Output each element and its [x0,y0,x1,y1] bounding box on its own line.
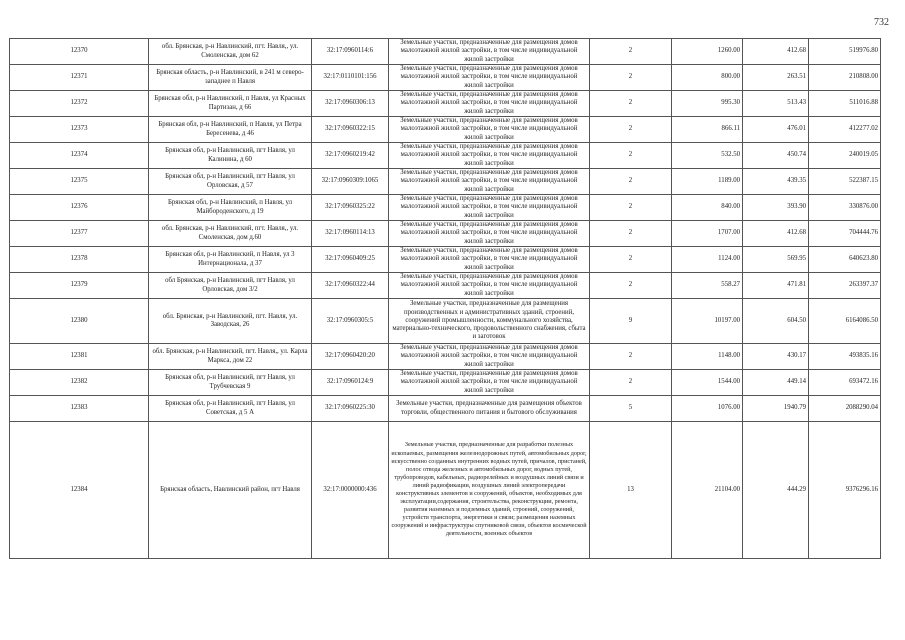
address-cell: Брянская обл, р-н Навлинский, пгт Навля, ул Трубчевская 9 [149,370,312,396]
specific-value-cell: 430.17 [743,344,809,370]
cadastral-number-cell: 32:17:0960114:13 [312,221,389,247]
land-use-cell: Земельные участки, предназначенные для разработки полезных ископаемых, размещения железнодорожных путей, автомобильных дорог, искусственно созданных внутренних водных путей, причалов, пристаней, полос отвода железных и автомобильных дорог, водных путей, трубопроводов, кабельных, радиорелейных и воздушных линий связи и линий радиофикации, воздушных линий электропередачи конструктивных элементов и сооружений, объектов, необходимых для эксплуатации,содержания, строительства, реконструкции, ремонта, развития наземных и подземных зданий, строений, сооружений, устройств транспорта, энергетики и связи; размещения наземных сооружений и инфраструктуры спутниковой связи, объектов космической деятельности, военных объектов [389,422,590,559]
cadastral-value-cell: 210808.00 [809,65,881,91]
cadastral-value-cell: 522387.15 [809,169,881,195]
row-number-cell: 12372 [10,91,149,117]
cadastral-value-cell: 330876.00 [809,195,881,221]
area-cell: 1189.00 [672,169,743,195]
address-cell: обл Брянская, р-н Навлинский, пгт Навля, ул Орловская, дом 3/2 [149,273,312,299]
table-row [10,273,881,299]
specific-value-cell: 450.74 [743,143,809,169]
group-code-cell: 9 [590,299,672,344]
cadastral-number-cell: 32:17:0960409:25 [312,247,389,273]
area-cell: 21104.00 [672,422,743,559]
cadastral-number-cell: 32:17:0960124:9 [312,370,389,396]
area-cell: 1124.00 [672,247,743,273]
table-row [10,91,881,117]
table-row [10,422,881,559]
address-cell: обл. Брянская, р-н Навлинский, пгт. Навля,, ул. Карла Маркса, дом 22 [149,344,312,370]
cadastral-number-cell: 32:17:0000000:436 [312,422,389,559]
cadastral-number-cell: 32:17:0960306:13 [312,91,389,117]
area-cell: 995.30 [672,91,743,117]
group-code-cell: 2 [590,169,672,195]
specific-value-cell: 449.14 [743,370,809,396]
specific-value-cell: 476.01 [743,117,809,143]
land-use-cell: Земельные участки, предназначенные для размещения объектов торговли, общественного питания и бытового обслуживания [389,396,590,422]
land-use-cell: Земельные участки, предназначенные для размещения домов малоэтажной жилой застройки, в том числе индивидуальной жилой застройки [389,39,590,65]
cadastral-value-cell: 640623.80 [809,247,881,273]
group-code-cell: 13 [590,422,672,559]
land-use-cell: Земельные участки, предназначенные для размещения домов малоэтажной жилой застройки, в том числе индивидуальной жилой застройки [389,91,590,117]
land-use-cell: Земельные участки, предназначенные для размещения домов малоэтажной жилой застройки, в том числе индивидуальной жилой застройки [389,143,590,169]
row-number-cell: 12374 [10,143,149,169]
group-code-cell: 2 [590,221,672,247]
specific-value-cell: 1940.79 [743,396,809,422]
row-number-cell: 12384 [10,422,149,559]
table-row [10,247,881,273]
cadastral-number-cell: 32:17:0960225:30 [312,396,389,422]
area-cell: 840.00 [672,195,743,221]
table-row [10,117,881,143]
address-cell: Брянская обл, р-н Навлинский, пгт Навля, ул Орловская, д 57 [149,169,312,195]
row-number-cell: 12370 [10,39,149,65]
cadastral-number-cell: 32:17:0960325:22 [312,195,389,221]
row-number-cell: 12379 [10,273,149,299]
table-row [10,396,881,422]
specific-value-cell: 569.95 [743,247,809,273]
land-use-cell: Земельные участки, предназначенные для размещения домов малоэтажной жилой застройки, в том числе индивидуальной жилой застройки [389,195,590,221]
cadastral-number-cell: 32:17:0960114:6 [312,39,389,65]
address-cell: Брянская область, Навлинский район, пгт Навля [149,422,312,559]
land-use-cell: Земельные участки, предназначенные для размещения домов малоэтажной жилой застройки, в том числе индивидуальной жилой застройки [389,169,590,195]
table-row [10,370,881,396]
land-use-cell: Земельные участки, предназначенные для размещения домов малоэтажной жилой застройки, в том числе индивидуальной жилой застройки [389,370,590,396]
group-code-cell: 2 [590,370,672,396]
cadastral-number-cell: 32:17:0960322:15 [312,117,389,143]
table-row [10,195,881,221]
row-number-cell: 12377 [10,221,149,247]
address-cell: обл. Брянская, р-н Навлинский, пгт. Навля,, ул. Смоленская, дом д.60 [149,221,312,247]
cadastral-value-cell: 412277.02 [809,117,881,143]
specific-value-cell: 412.68 [743,221,809,247]
row-number-cell: 12380 [10,299,149,344]
table-row [10,39,881,65]
land-use-cell: Земельные участки, предназначенные для размещения производственных и административных зданий, строений, сооружений промышленности, коммунального хозяйства, материально-технического, продовольственного снабжения, сбыта и заготовок [389,299,590,344]
area-cell: 532.50 [672,143,743,169]
specific-value-cell: 604.50 [743,299,809,344]
row-number-cell: 12381 [10,344,149,370]
land-use-cell: Земельные участки, предназначенные для размещения домов малоэтажной жилой застройки, в том числе индивидуальной жилой застройки [389,65,590,91]
group-code-cell: 2 [590,91,672,117]
specific-value-cell: 444.29 [743,422,809,559]
cadastral-number-cell: 32:17:0960219:42 [312,143,389,169]
land-use-cell: Земельные участки, предназначенные для размещения домов малоэтажной жилой застройки, в том числе индивидуальной жилой застройки [389,117,590,143]
table-row [10,299,881,344]
address-cell: Брянская обл, р-н Навлинский, п Навля, ул Красных Партизан, д 66 [149,91,312,117]
group-code-cell: 2 [590,344,672,370]
cadastral-value-cell: 2088290.04 [809,396,881,422]
row-number-cell: 12371 [10,65,149,91]
land-use-cell: Земельные участки, предназначенные для размещения домов малоэтажной жилой застройки, в том числе индивидуальной жилой застройки [389,247,590,273]
specific-value-cell: 471.81 [743,273,809,299]
specific-value-cell: 393.90 [743,195,809,221]
cadastral-number-cell: 32:17:0960309:1065 [312,169,389,195]
cadastral-value-cell: 511016.88 [809,91,881,117]
area-cell: 1544.00 [672,370,743,396]
group-code-cell: 2 [590,247,672,273]
area-cell: 800.00 [672,65,743,91]
group-code-cell: 2 [590,195,672,221]
group-code-cell: 2 [590,273,672,299]
cadastral-value-cell: 693472.16 [809,370,881,396]
cadastral-value-table [9,38,881,559]
row-number-cell: 12373 [10,117,149,143]
row-number-cell: 12383 [10,396,149,422]
land-use-cell: Земельные участки, предназначенные для размещения домов малоэтажной жилой застройки, в том числе индивидуальной жилой застройки [389,221,590,247]
address-cell: обл. Брянская, р-н Навлинский, пгт. Навля,, ул. Смоленская, дом 62 [149,39,312,65]
cadastral-value-cell: 240019.05 [809,143,881,169]
specific-value-cell: 439.35 [743,169,809,195]
area-cell: 1076.00 [672,396,743,422]
cadastral-number-cell: 32:17:0960420:20 [312,344,389,370]
group-code-cell: 2 [590,117,672,143]
address-cell: обл. Брянская, р-н Навлинский, пгт. Навля, ул. Заводская, 26 [149,299,312,344]
area-cell: 558.27 [672,273,743,299]
specific-value-cell: 513.43 [743,91,809,117]
group-code-cell: 5 [590,396,672,422]
page-number: 732 [874,17,889,28]
group-code-cell: 2 [590,39,672,65]
row-number-cell: 12382 [10,370,149,396]
cadastral-value-cell: 493835.16 [809,344,881,370]
table-row [10,344,881,370]
cadastral-number-cell: 32:17:0960322:44 [312,273,389,299]
table-body [10,39,881,559]
area-cell: 1148.00 [672,344,743,370]
land-use-cell: Земельные участки, предназначенные для размещения домов малоэтажной жилой застройки, в том числе индивидуальной жилой застройки [389,344,590,370]
area-cell: 1260.00 [672,39,743,65]
row-number-cell: 12376 [10,195,149,221]
specific-value-cell: 263.51 [743,65,809,91]
table-row [10,169,881,195]
address-cell: Брянская обл, р-н Навлинский, п Навля, ул Майбороденского, д 19 [149,195,312,221]
address-cell: Брянская область, р-н Навлинский, в 241 м северо-западнее п Навля [149,65,312,91]
address-cell: Брянская обл, р-н Навлинский, пгт Навля, ул Калинина, д 60 [149,143,312,169]
area-cell: 1707.00 [672,221,743,247]
cadastral-value-cell: 6164086.50 [809,299,881,344]
area-cell: 866.11 [672,117,743,143]
address-cell: Брянская обл, р-н Навлинский, п Навля, ул Петра Бересенева, д 46 [149,117,312,143]
table-row [10,221,881,247]
cadastral-value-cell: 263397.37 [809,273,881,299]
land-use-cell: Земельные участки, предназначенные для размещения домов малоэтажной жилой застройки, в том числе индивидуальной жилой застройки [389,273,590,299]
row-number-cell: 12375 [10,169,149,195]
area-cell: 10197.00 [672,299,743,344]
cadastral-value-cell: 9376296.16 [809,422,881,559]
table-row [10,65,881,91]
group-code-cell: 2 [590,65,672,91]
group-code-cell: 2 [590,143,672,169]
cadastral-value-cell: 704444.76 [809,221,881,247]
specific-value-cell: 412.68 [743,39,809,65]
cadastral-number-cell: 32:17:0960305:5 [312,299,389,344]
row-number-cell: 12378 [10,247,149,273]
address-cell: Брянская обл, р-н Навлинский, пгт Навля, ул Советская, д 5 А [149,396,312,422]
address-cell: Брянская обл, р-н Навлинский, п Навля, ул 3 Интернационала, д 37 [149,247,312,273]
cadastral-number-cell: 32:17:0110101:156 [312,65,389,91]
table-row [10,143,881,169]
cadastral-value-cell: 519976.80 [809,39,881,65]
